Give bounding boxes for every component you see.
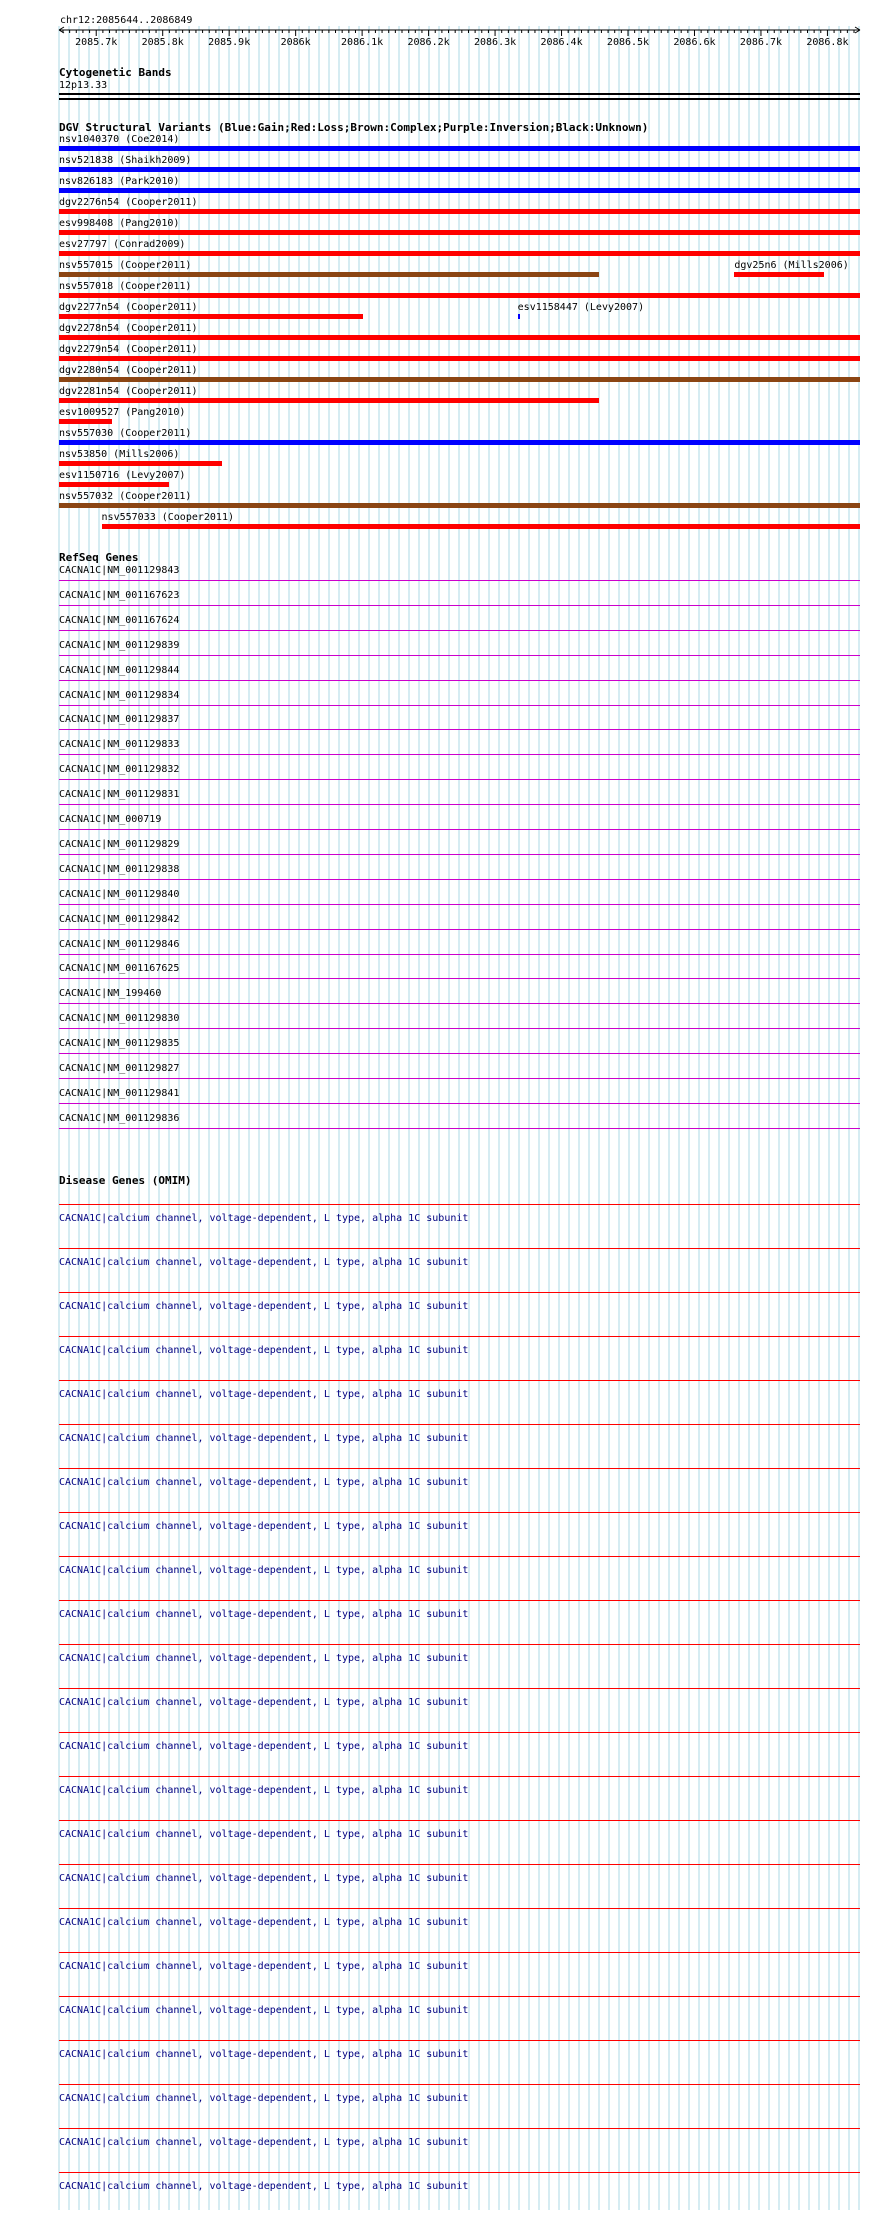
omim-gene-line[interactable]: [59, 1556, 860, 1557]
dgv-track-title: DGV Structural Variants (Blue:Gain;Red:Loss;Brown:Complex;Purple:Inversion;Black:Unknown): [59, 121, 649, 134]
omim-gene-line[interactable]: [59, 2172, 860, 2173]
refseq-gene-line[interactable]: [59, 829, 860, 830]
dgv-feature-bar[interactable]: [59, 440, 860, 445]
omim-gene-label: CACNA1C|calcium channel, voltage-dependent, L type, alpha 1C subunit: [59, 1653, 469, 1664]
refseq-gene-label: CACNA1C|NM_001129829: [59, 838, 180, 850]
refseq-gene-line[interactable]: [59, 705, 860, 706]
omim-gene-line[interactable]: [59, 1424, 860, 1425]
refseq-gene-label: CACNA1C|NM_001129827: [59, 1063, 180, 1074]
dgv-feature-bar[interactable]: [59, 293, 860, 298]
refseq-gene-line[interactable]: [59, 779, 860, 780]
dgv-feature-bar[interactable]: [59, 167, 860, 172]
omim-gene-line[interactable]: [59, 1908, 860, 1909]
refseq-gene-label: CACNA1C|NM_001129832: [59, 764, 180, 776]
dgv-feature-label: dgv2277n54 (Cooper2011): [59, 302, 198, 313]
omim-track-title: Disease Genes (OMIM): [59, 1174, 192, 1187]
refseq-gene-label: CACNA1C|NM_001129836: [59, 1112, 180, 1124]
omim-gene-line[interactable]: [59, 1292, 860, 1293]
omim-gene-line[interactable]: [59, 1864, 860, 1865]
omim-gene-label: CACNA1C|calcium channel, voltage-dependent, L type, alpha 1C subunit: [59, 2137, 469, 2148]
dgv-feature-label: dgv2281n54 (Cooper2011): [59, 386, 198, 397]
ruler-tick-label: 2086k: [280, 37, 311, 48]
refseq-gene-label: CACNA1C|NM_001129841: [59, 1087, 180, 1099]
dgv-feature-label: nsv557015 (Cooper2011): [59, 260, 192, 271]
dgv-feature-bar[interactable]: [59, 209, 860, 214]
omim-gene-line[interactable]: [59, 1468, 860, 1469]
omim-gene-label: CACNA1C|calcium channel, voltage-dependent, L type, alpha 1C subunit: [59, 2005, 469, 2016]
dgv-feature-bar[interactable]: [59, 335, 860, 340]
dgv-feature-label: dgv2280n54 (Cooper2011): [59, 365, 198, 376]
refseq-gene-label: CACNA1C|NM_001129843: [59, 565, 180, 576]
omim-gene-label: CACNA1C|calcium channel, voltage-dependent, L type, alpha 1C subunit: [59, 1917, 469, 1928]
refseq-gene-label: CACNA1C|NM_001129835: [59, 1038, 180, 1050]
dgv-feature-bar[interactable]: [59, 146, 860, 151]
position-label: chr12:2085644..2086849: [60, 15, 193, 26]
ruler-tick-label: 2086.3k: [473, 37, 517, 48]
refseq-gene-label: CACNA1C|NM_199460: [59, 988, 162, 1000]
refseq-gene-label: CACNA1C|NM_001129842: [59, 913, 180, 925]
dgv-feature-label: nsv557033 (Cooper2011): [101, 512, 234, 523]
refseq-gene-label: CACNA1C|NM_001129831: [59, 789, 180, 801]
refseq-gene-line[interactable]: [59, 729, 860, 730]
dgv-feature-bar[interactable]: [59, 461, 222, 466]
dgv-feature-label: esv1150716 (Levy2007): [59, 470, 186, 481]
dgv-feature-bar[interactable]: [59, 251, 860, 256]
ruler-tick-label: 2086.8k: [806, 37, 849, 48]
omim-gene-label: CACNA1C|calcium channel, voltage-dependent, L type, alpha 1C subunit: [59, 1961, 469, 1972]
omim-gene-line[interactable]: [59, 1732, 860, 1733]
dgv-feature-bar[interactable]: [59, 188, 860, 193]
refseq-gene-line[interactable]: [59, 605, 860, 606]
cytoband-line-bottom: [59, 98, 860, 100]
dgv-feature-label: dgv2279n54 (Cooper2011): [59, 344, 198, 355]
refseq-gene-line[interactable]: [59, 879, 860, 880]
refseq-gene-line[interactable]: [59, 655, 860, 656]
dgv-feature-bar[interactable]: [102, 524, 860, 529]
refseq-gene-line[interactable]: [59, 630, 860, 631]
omim-gene-label: CACNA1C|calcium channel, voltage-dependent, L type, alpha 1C subunit: [59, 1785, 469, 1796]
ruler-tick-label: 2086.4k: [540, 37, 583, 48]
refseq-gene-line[interactable]: [59, 1003, 860, 1004]
omim-gene-label: CACNA1C|calcium channel, voltage-dependent, L type, alpha 1C subunit: [59, 2181, 469, 2192]
omim-gene-line[interactable]: [59, 2084, 860, 2085]
refseq-gene-line[interactable]: [59, 1028, 860, 1029]
refseq-gene-label: CACNA1C|NM_001129838: [59, 863, 180, 875]
refseq-gene-label: CACNA1C|NM_000719: [59, 814, 162, 825]
ruler-tick-label: 2086.1k: [341, 37, 384, 48]
refseq-gene-label: CACNA1C|NM_001167624: [59, 614, 180, 626]
omim-gene-line[interactable]: [59, 2040, 860, 2041]
refseq-gene-line[interactable]: [59, 1128, 860, 1129]
dgv-feature-bar[interactable]: [59, 356, 860, 361]
refseq-gene-line[interactable]: [59, 680, 860, 681]
omim-gene-label: CACNA1C|calcium channel, voltage-dependent, L type, alpha 1C subunit: [59, 1521, 469, 1532]
dgv-feature-label: esv27797 (Conrad2009): [59, 239, 186, 250]
omim-gene-line[interactable]: [59, 1512, 860, 1513]
dgv-feature-label: esv1009527 (Pang2010): [59, 407, 186, 418]
dgv-feature-label: nsv557032 (Cooper2011): [59, 491, 192, 502]
refseq-gene-label: CACNA1C|NM_001129833: [59, 739, 180, 751]
dgv-feature-bar[interactable]: [59, 482, 169, 487]
cytoband-line-top: [59, 93, 860, 95]
dgv-feature-label: nsv53850 (Mills2006): [59, 449, 180, 460]
omim-gene-label: CACNA1C|calcium channel, voltage-dependent, L type, alpha 1C subunit: [59, 1829, 469, 1840]
omim-gene-line[interactable]: [59, 1688, 860, 1689]
refseq-gene-label: CACNA1C|NM_001129834: [59, 689, 180, 701]
ruler-tick-label: 2086.7k: [739, 37, 783, 48]
refseq-gene-line[interactable]: [59, 978, 860, 979]
omim-gene-label: CACNA1C|calcium channel, voltage-dependent, L type, alpha 1C subunit: [59, 1741, 469, 1752]
dgv-feature-bar[interactable]: [59, 503, 860, 508]
omim-gene-line[interactable]: [59, 1776, 860, 1777]
omim-gene-line[interactable]: [59, 1380, 860, 1381]
dgv-feature-label: dgv25n6 (Mills2006): [734, 260, 849, 271]
omim-gene-label: CACNA1C|calcium channel, voltage-dependent, L type, alpha 1C subunit: [59, 1389, 469, 1400]
ruler-tick-label: 2086.6k: [673, 37, 716, 48]
refseq-gene-line[interactable]: [59, 754, 860, 755]
ruler-tick-label: 2085.8k: [141, 37, 184, 48]
refseq-gene-label: CACNA1C|NM_001129839: [59, 639, 180, 651]
refseq-gene-label: CACNA1C|NM_001167625: [59, 963, 180, 975]
dgv-feature-label: esv998408 (Pang2010): [59, 218, 180, 229]
dgv-feature-label: nsv557030 (Cooper2011): [59, 428, 192, 439]
ruler-tick-label: 2085.7k: [75, 37, 118, 48]
refseq-gene-line[interactable]: [59, 804, 860, 805]
omim-gene-label: CACNA1C|calcium channel, voltage-dependent, L type, alpha 1C subunit: [59, 1477, 469, 1488]
refseq-gene-line[interactable]: [59, 854, 860, 855]
omim-gene-line[interactable]: [59, 1952, 860, 1953]
dgv-feature-label: nsv557018 (Cooper2011): [59, 281, 192, 292]
dgv-feature-bar[interactable]: [59, 398, 599, 403]
dgv-feature-bar[interactable]: [59, 377, 860, 382]
omim-gene-label: CACNA1C|calcium channel, voltage-dependent, L type, alpha 1C subunit: [59, 1565, 469, 1576]
refseq-gene-label: CACNA1C|NM_001129844: [59, 664, 180, 676]
dgv-feature-bar[interactable]: [734, 272, 824, 277]
coordinate-ruler: [0, 24, 890, 48]
omim-gene-label: CACNA1C|calcium channel, voltage-dependent, L type, alpha 1C subunit: [59, 1213, 469, 1224]
ruler-tick-label: 2085.9k: [208, 37, 251, 48]
dgv-feature-label: nsv1040370 (Coe2014): [59, 134, 180, 145]
omim-gene-label: CACNA1C|calcium channel, voltage-dependent, L type, alpha 1C subunit: [59, 2049, 469, 2060]
refseq-gene-label: CACNA1C|NM_001129830: [59, 1013, 180, 1025]
omim-gene-label: CACNA1C|calcium channel, voltage-dependent, L type, alpha 1C subunit: [59, 1697, 469, 1708]
cytoband-label: 12p13.33: [59, 80, 108, 91]
omim-gene-label: CACNA1C|calcium channel, voltage-dependent, L type, alpha 1C subunit: [59, 1301, 469, 1312]
ruler-tick-label: 2086.2k: [407, 37, 450, 48]
dgv-feature-bar[interactable]: [59, 230, 860, 235]
refseq-track-title: RefSeq Genes: [59, 551, 139, 564]
refseq-gene-label: CACNA1C|NM_001129840: [59, 888, 180, 900]
refseq-gene-line[interactable]: [59, 904, 860, 905]
dgv-feature-bar[interactable]: [59, 419, 112, 424]
omim-gene-label: CACNA1C|calcium channel, voltage-dependent, L type, alpha 1C subunit: [59, 1345, 469, 1356]
refseq-gene-line[interactable]: [59, 954, 860, 955]
refseq-gene-label: CACNA1C|NM_001167623: [59, 589, 180, 601]
ruler-tick-label: 2086.5k: [606, 37, 650, 48]
omim-gene-line[interactable]: [59, 1248, 860, 1249]
omim-gene-line[interactable]: [59, 1336, 860, 1337]
dgv-feature-label: dgv2278n54 (Cooper2011): [59, 323, 198, 334]
omim-gene-label: CACNA1C|calcium channel, voltage-dependent, L type, alpha 1C subunit: [59, 1873, 469, 1884]
refseq-gene-label: CACNA1C|NM_001129837: [59, 714, 180, 726]
omim-gene-label: CACNA1C|calcium channel, voltage-dependent, L type, alpha 1C subunit: [59, 1609, 469, 1620]
omim-gene-line[interactable]: [59, 2128, 860, 2129]
dgv-feature-label: nsv826183 (Park2010): [59, 176, 180, 187]
omim-gene-label: CACNA1C|calcium channel, voltage-dependent, L type, alpha 1C subunit: [59, 1257, 469, 1268]
refseq-gene-label: CACNA1C|NM_001129846: [59, 938, 180, 950]
dgv-feature-label: nsv521838 (Shaikh2009): [59, 155, 192, 166]
omim-gene-label: CACNA1C|calcium channel, voltage-dependent, L type, alpha 1C subunit: [59, 2093, 469, 2104]
omim-gene-line[interactable]: [59, 1600, 860, 1601]
dgv-feature-bar[interactable]: [518, 314, 520, 319]
refseq-gene-line[interactable]: [59, 1053, 860, 1054]
cytoband-track-title: Cytogenetic Bands: [59, 66, 172, 79]
omim-gene-line[interactable]: [59, 1644, 860, 1645]
refseq-gene-line[interactable]: [59, 929, 860, 930]
dgv-feature-label: dgv2276n54 (Cooper2011): [59, 197, 198, 208]
refseq-gene-line[interactable]: [59, 1078, 860, 1079]
dgv-feature-bar[interactable]: [59, 314, 363, 319]
omim-gene-line[interactable]: [59, 1996, 860, 1997]
dgv-feature-bar[interactable]: [59, 272, 599, 277]
refseq-gene-line[interactable]: [59, 580, 860, 581]
refseq-gene-line[interactable]: [59, 1103, 860, 1104]
omim-gene-line[interactable]: [59, 1820, 860, 1821]
omim-gene-label: CACNA1C|calcium channel, voltage-dependent, L type, alpha 1C subunit: [59, 1433, 469, 1444]
omim-gene-line[interactable]: [59, 1204, 860, 1205]
dgv-feature-label: esv1158447 (Levy2007): [517, 302, 645, 313]
